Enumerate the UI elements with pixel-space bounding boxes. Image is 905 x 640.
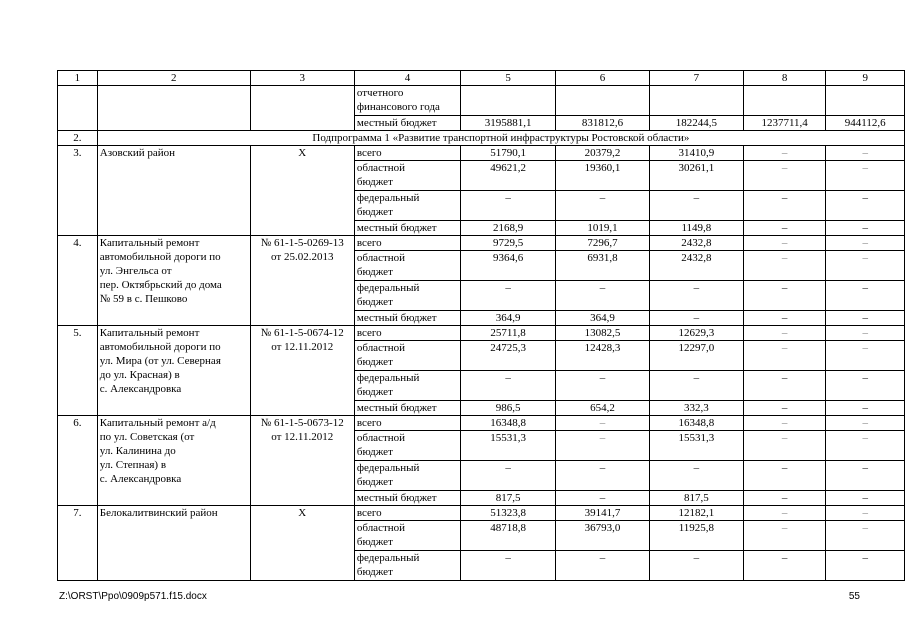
cell-line: ул. Степная) в xyxy=(99,459,167,471)
value-cell: 6931,8 xyxy=(556,251,650,281)
cell-line: федеральный xyxy=(356,282,420,294)
value-cell: 1019,1 xyxy=(556,221,650,236)
cell-line: ул. Энгельса от xyxy=(99,265,172,277)
value-cell: 19360,1 xyxy=(556,161,650,191)
cell-line: федеральный xyxy=(356,552,420,564)
cell-line: федеральный xyxy=(356,192,420,204)
value-cell: – xyxy=(743,401,826,416)
value-cell: – xyxy=(743,251,826,281)
label-cell xyxy=(354,431,460,461)
cell-line: областной xyxy=(356,522,406,534)
value-cell: – xyxy=(743,506,826,521)
cell-line: с. Александровка xyxy=(99,473,182,485)
label-cell: всего xyxy=(354,326,460,341)
project-name-cell xyxy=(97,326,250,416)
document-cell xyxy=(250,326,354,416)
cell-line: областной xyxy=(356,342,406,354)
label-cell xyxy=(354,371,460,401)
value-cell: – xyxy=(743,221,826,236)
value-cell: 7296,7 xyxy=(556,236,650,251)
value-cell: 817,5 xyxy=(649,491,743,506)
label-cell: всего xyxy=(354,236,460,251)
project-name-cell xyxy=(97,506,250,581)
label-cell: всего xyxy=(354,146,460,161)
value-cell: – xyxy=(826,521,905,551)
value-cell: 25711,8 xyxy=(461,326,556,341)
label-cell: местный бюджет xyxy=(354,401,460,416)
value-cell: 2432,8 xyxy=(649,251,743,281)
value-cell: – xyxy=(826,506,905,521)
cell-line: Капитальный ремонт xyxy=(99,327,200,339)
cell-line: бюджет xyxy=(356,206,393,218)
value-cell: – xyxy=(826,491,905,506)
project-name-cell xyxy=(97,146,250,236)
value-cell: 30261,1 xyxy=(649,161,743,191)
cell-line: Азовский район xyxy=(99,147,176,159)
value-cell: – xyxy=(743,521,826,551)
value-cell: – xyxy=(826,311,905,326)
value-cell: 12297,0 xyxy=(649,341,743,371)
value-cell: 12428,3 xyxy=(556,341,650,371)
value-cell xyxy=(743,86,826,116)
value-cell: – xyxy=(556,491,650,506)
label-cell xyxy=(354,551,460,581)
value-cell: – xyxy=(649,371,743,401)
label-cell: всего xyxy=(354,416,460,431)
table-row xyxy=(58,71,905,86)
value-cell: 817,5 xyxy=(461,491,556,506)
value-cell: 986,5 xyxy=(461,401,556,416)
label-cell: местный бюджет xyxy=(354,311,460,326)
label-cell xyxy=(354,281,460,311)
value-cell: – xyxy=(743,341,826,371)
value-cell: 1149,8 xyxy=(649,221,743,236)
value-cell: 9364,6 xyxy=(461,251,556,281)
value-cell: – xyxy=(556,371,650,401)
value-cell: – xyxy=(461,281,556,311)
cell-line: бюджет xyxy=(356,566,393,578)
cell-line: бюджет xyxy=(356,386,393,398)
cell-line: бюджет xyxy=(356,296,393,308)
value-cell: 13082,5 xyxy=(556,326,650,341)
value-cell: – xyxy=(461,371,556,401)
cell-line: № 61-1-5-0674-12 xyxy=(260,327,344,339)
cell-line: № 61-1-5-0269-13 xyxy=(260,237,344,249)
cell-line: ул. Мира (от ул. Северная xyxy=(99,355,221,367)
value-cell: 51323,8 xyxy=(461,506,556,521)
column-header: 7 xyxy=(649,71,743,86)
value-cell xyxy=(461,86,556,116)
label-cell xyxy=(354,191,460,221)
value-cell: – xyxy=(826,281,905,311)
cell-line: Капитальный ремонт xyxy=(99,237,200,249)
value-cell: – xyxy=(649,311,743,326)
budget-table xyxy=(57,70,905,581)
value-cell: – xyxy=(826,341,905,371)
column-header: 6 xyxy=(556,71,650,86)
column-header: 8 xyxy=(743,71,826,86)
document-cell xyxy=(250,506,354,581)
project-name-cell xyxy=(97,236,250,326)
table-row xyxy=(58,416,905,431)
value-cell: – xyxy=(743,371,826,401)
value-cell xyxy=(649,86,743,116)
cell-line: Х xyxy=(298,147,307,159)
value-cell: – xyxy=(743,236,826,251)
footer-file-path: Z:\ORST\Ppo\0909p571.f15.docx xyxy=(59,591,207,602)
value-cell: – xyxy=(743,491,826,506)
value-cell: 944112,6 xyxy=(826,116,905,131)
table-row xyxy=(58,146,905,161)
value-cell: – xyxy=(461,551,556,581)
value-cell: 49621,2 xyxy=(461,161,556,191)
value-cell: 48718,8 xyxy=(461,521,556,551)
value-cell: 11925,8 xyxy=(649,521,743,551)
label-cell: местный бюджет xyxy=(354,221,460,236)
value-cell: – xyxy=(826,461,905,491)
cell-line: бюджет xyxy=(356,476,393,488)
value-cell xyxy=(826,86,905,116)
value-cell: – xyxy=(826,401,905,416)
label-cell xyxy=(354,161,460,191)
column-header: 3 xyxy=(250,71,354,86)
value-cell: 24725,3 xyxy=(461,341,556,371)
value-cell: – xyxy=(743,461,826,491)
value-cell: 3195881,1 xyxy=(461,116,556,131)
num-cell: 5. xyxy=(58,326,98,416)
value-cell: – xyxy=(649,461,743,491)
value-cell: – xyxy=(461,191,556,221)
cell-line: ул. Калинина до xyxy=(99,445,176,457)
value-cell: 9729,5 xyxy=(461,236,556,251)
cell-line: пер. Октябрьский до дома xyxy=(99,279,222,291)
num-cell: 2. xyxy=(58,131,98,146)
num-cell: 3. xyxy=(58,146,98,236)
cell-line: автомобильной дороги по xyxy=(99,251,221,263)
value-cell: – xyxy=(826,416,905,431)
column-header: 2 xyxy=(97,71,250,86)
table-row xyxy=(58,236,905,251)
value-cell: – xyxy=(743,326,826,341)
label-cell xyxy=(354,341,460,371)
table-row xyxy=(58,326,905,341)
cell-line: бюджет xyxy=(356,356,393,368)
cell-line: федеральный xyxy=(356,372,420,384)
cell-line: бюджет xyxy=(356,536,393,548)
value-cell: – xyxy=(743,146,826,161)
value-cell xyxy=(556,86,650,116)
column-header: 4 xyxy=(354,71,460,86)
value-cell: – xyxy=(826,146,905,161)
document-cell xyxy=(250,416,354,506)
cell-line: областной xyxy=(356,162,406,174)
value-cell: – xyxy=(649,281,743,311)
num-cell: 7. xyxy=(58,506,98,581)
value-cell: 20379,2 xyxy=(556,146,650,161)
cell-line: автомобильной дороги по xyxy=(99,341,221,353)
value-cell: – xyxy=(826,431,905,461)
value-cell: – xyxy=(826,191,905,221)
num-cell: 4. xyxy=(58,236,98,326)
value-cell: – xyxy=(743,416,826,431)
value-cell: 654,2 xyxy=(556,401,650,416)
cell-line: бюджет xyxy=(356,176,393,188)
cell-line: до ул. Красная) в xyxy=(99,369,180,381)
column-header: 5 xyxy=(461,71,556,86)
cell-line: отчетного xyxy=(356,87,404,99)
table-row xyxy=(58,506,905,521)
value-cell: 332,3 xyxy=(649,401,743,416)
cell-line: областной xyxy=(356,432,406,444)
cell-line: бюджет xyxy=(356,446,393,458)
value-cell: – xyxy=(556,191,650,221)
value-cell: 51790,1 xyxy=(461,146,556,161)
value-cell: – xyxy=(461,461,556,491)
cell-line: финансового года xyxy=(356,101,440,113)
value-cell: – xyxy=(826,551,905,581)
value-cell: – xyxy=(743,191,826,221)
value-cell: – xyxy=(743,161,826,191)
value-cell: 1237711,4 xyxy=(743,116,826,131)
table-row xyxy=(58,86,905,116)
cell-line: от 25.02.2013 xyxy=(271,251,334,263)
value-cell: 2432,8 xyxy=(649,236,743,251)
value-cell: 16348,8 xyxy=(461,416,556,431)
cell-line: № 59 в с. Пешково xyxy=(99,293,188,305)
value-cell: – xyxy=(556,461,650,491)
cell-line: от 12.11.2012 xyxy=(271,341,334,353)
cell-line: № 61-1-5-0673-12 xyxy=(260,417,344,429)
value-cell: – xyxy=(826,221,905,236)
value-cell: – xyxy=(743,311,826,326)
label-cell xyxy=(354,521,460,551)
doc-cell xyxy=(250,86,354,131)
page-number: 55 xyxy=(848,591,860,602)
label-cell: местный бюджет xyxy=(354,116,460,131)
cell-line: Белокалитвинский район xyxy=(99,507,218,519)
num-cell xyxy=(58,86,98,131)
value-cell: 831812,6 xyxy=(556,116,650,131)
subprogram-title: Подпрограмма 1 «Развитие транспортной инфраструктуры Ростовской области» xyxy=(97,131,904,146)
cell-line: по ул. Советская (от xyxy=(99,431,195,443)
label-cell: местный бюджет xyxy=(354,491,460,506)
label-cell xyxy=(354,461,460,491)
cell-line: Х xyxy=(298,507,307,519)
num-cell: 6. xyxy=(58,416,98,506)
value-cell: – xyxy=(556,551,650,581)
cell-line: от 12.11.2012 xyxy=(271,431,334,443)
document-cell xyxy=(250,146,354,236)
value-cell: – xyxy=(743,551,826,581)
value-cell: 364,9 xyxy=(461,311,556,326)
value-cell: – xyxy=(649,551,743,581)
value-cell: – xyxy=(649,191,743,221)
cell-line: Капитальный ремонт а/д xyxy=(99,417,216,429)
label-cell xyxy=(354,86,460,116)
column-header: 9 xyxy=(826,71,905,86)
value-cell: 12629,3 xyxy=(649,326,743,341)
value-cell: 2168,9 xyxy=(461,221,556,236)
value-cell: 182244,5 xyxy=(649,116,743,131)
name-cell xyxy=(97,86,250,131)
value-cell: – xyxy=(826,326,905,341)
value-cell: – xyxy=(826,161,905,191)
table-row xyxy=(58,131,905,146)
cell-line: областной xyxy=(356,252,406,264)
value-cell: – xyxy=(826,236,905,251)
value-cell: – xyxy=(556,431,650,461)
value-cell: 15531,3 xyxy=(461,431,556,461)
column-header: 1 xyxy=(58,71,98,86)
cell-line: федеральный xyxy=(356,462,420,474)
value-cell: 12182,1 xyxy=(649,506,743,521)
document-cell xyxy=(250,236,354,326)
cell-line: с. Александровка xyxy=(99,383,182,395)
value-cell: – xyxy=(826,371,905,401)
value-cell: 16348,8 xyxy=(649,416,743,431)
value-cell: 36793,0 xyxy=(556,521,650,551)
value-cell: 31410,9 xyxy=(649,146,743,161)
label-cell xyxy=(354,251,460,281)
value-cell: 364,9 xyxy=(556,311,650,326)
value-cell: – xyxy=(556,416,650,431)
cell-line: бюджет xyxy=(356,266,393,278)
value-cell: 15531,3 xyxy=(649,431,743,461)
value-cell: – xyxy=(826,251,905,281)
project-name-cell xyxy=(97,416,250,506)
value-cell: 39141,7 xyxy=(556,506,650,521)
value-cell: – xyxy=(743,281,826,311)
label-cell: всего xyxy=(354,506,460,521)
value-cell: – xyxy=(556,281,650,311)
value-cell: – xyxy=(743,431,826,461)
